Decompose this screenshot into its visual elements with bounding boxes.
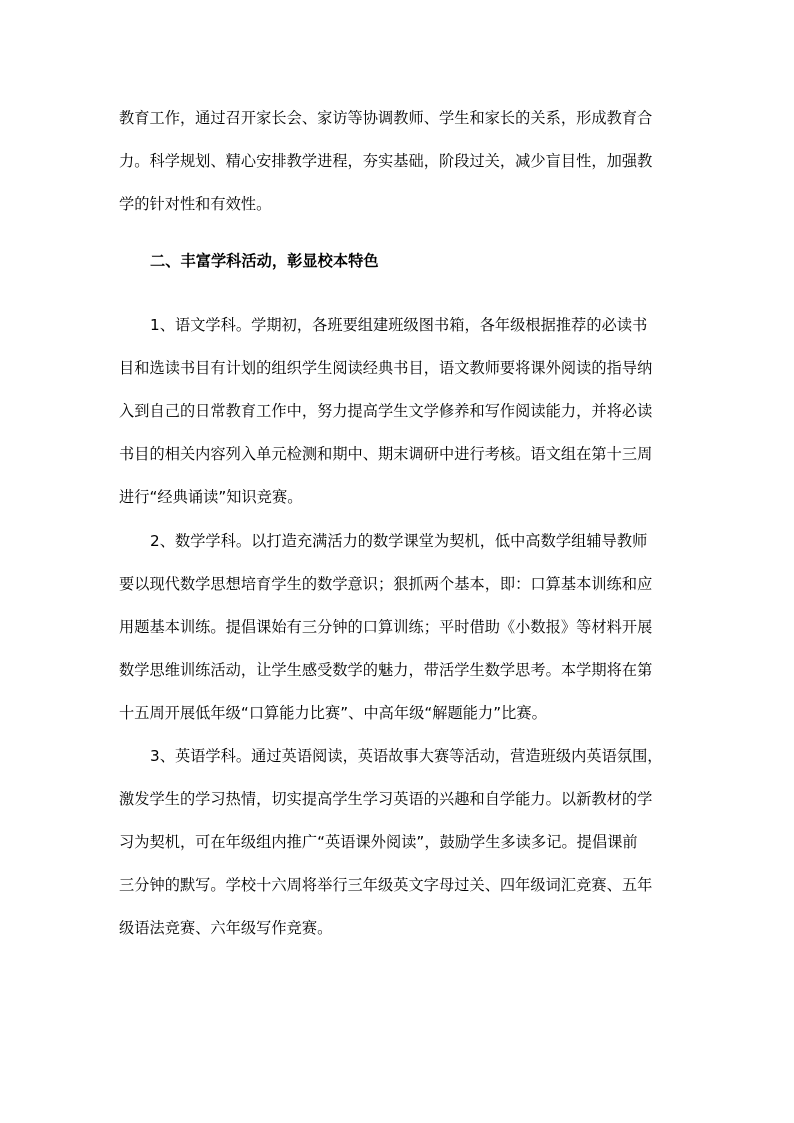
text-line: 2、数学学科。以打造充满活力的数学课堂为契机，低中高数学组辅导教师 [150, 532, 648, 550]
text-line: 习为契机，可在年级组内推广“英语课外阅读”，鼓励学生多读多记。提倡课前 [119, 833, 638, 851]
paragraph-math-subject [119, 520, 689, 735]
text-line: 用题基本训练。提倡课始有三分钟的口算训练；平时借助《小数报》等材料开展 [119, 618, 653, 636]
text-line: 教育工作，通过召开家长会、家访等协调教师、学生和家长的关系，形成教育合 [119, 109, 653, 127]
text-line: 三分钟的默写。学校十六周将举行三年级英文字母过关、四年级词汇竞赛、五年 [119, 876, 653, 894]
paragraph-chinese-subject [119, 304, 689, 519]
text-line: 书目的相关内容列入单元检测和期中、期末调研中进行考核。语文组在第十三周 [119, 445, 653, 463]
text-line: 级语法竞赛、六年级写作竞赛。 [119, 919, 333, 937]
text-line: 力。科学规划、精心安排教学进程，夯实基础，阶段过关，减少盲目性，加强教 [119, 152, 653, 170]
text-line: 激发学生的学习热情，切实提高学生学习英语的兴趣和自学能力。以新教材的学 [119, 790, 653, 808]
text-line: 学的针对性和有效性。 [119, 195, 272, 213]
text-line: 目和选读书目有计划的组织学生阅读经典书目，语文教师要将课外阅读的指导纳 [119, 359, 653, 377]
text-line: 十五周开展低年级“口算能力比赛”、中高年级“解题能力”比赛。 [119, 704, 547, 722]
text-line: 进行“经典诵读”知识竞赛。 [119, 488, 303, 506]
paragraph-education-work [119, 97, 689, 226]
text-line: 3、英语学科。通过英语阅读，英语故事大赛等活动，营造班级内英语氛围， [150, 747, 663, 765]
text-line: 要以现代数学思想培育学生的数学意识；狠抓两个基本，即：口算基本训练和应 [119, 575, 653, 593]
text-line: 数学思维训练活动，让学生感受数学的魅力，带活学生数学思考。本学期将在第 [119, 661, 653, 679]
section-heading-block [119, 240, 689, 283]
section-heading: 二、丰富学科活动，彰显校本特色 [150, 252, 379, 270]
text-line: 入到自己的日常教育工作中，努力提高学生文学修养和写作阅读能力，并将必读 [119, 402, 653, 420]
text-line: 1、语文学科。学期初，各班要组建班级图书箱，各年级根据推荐的必读书 [150, 316, 648, 334]
paragraph-english-subject [119, 735, 689, 950]
